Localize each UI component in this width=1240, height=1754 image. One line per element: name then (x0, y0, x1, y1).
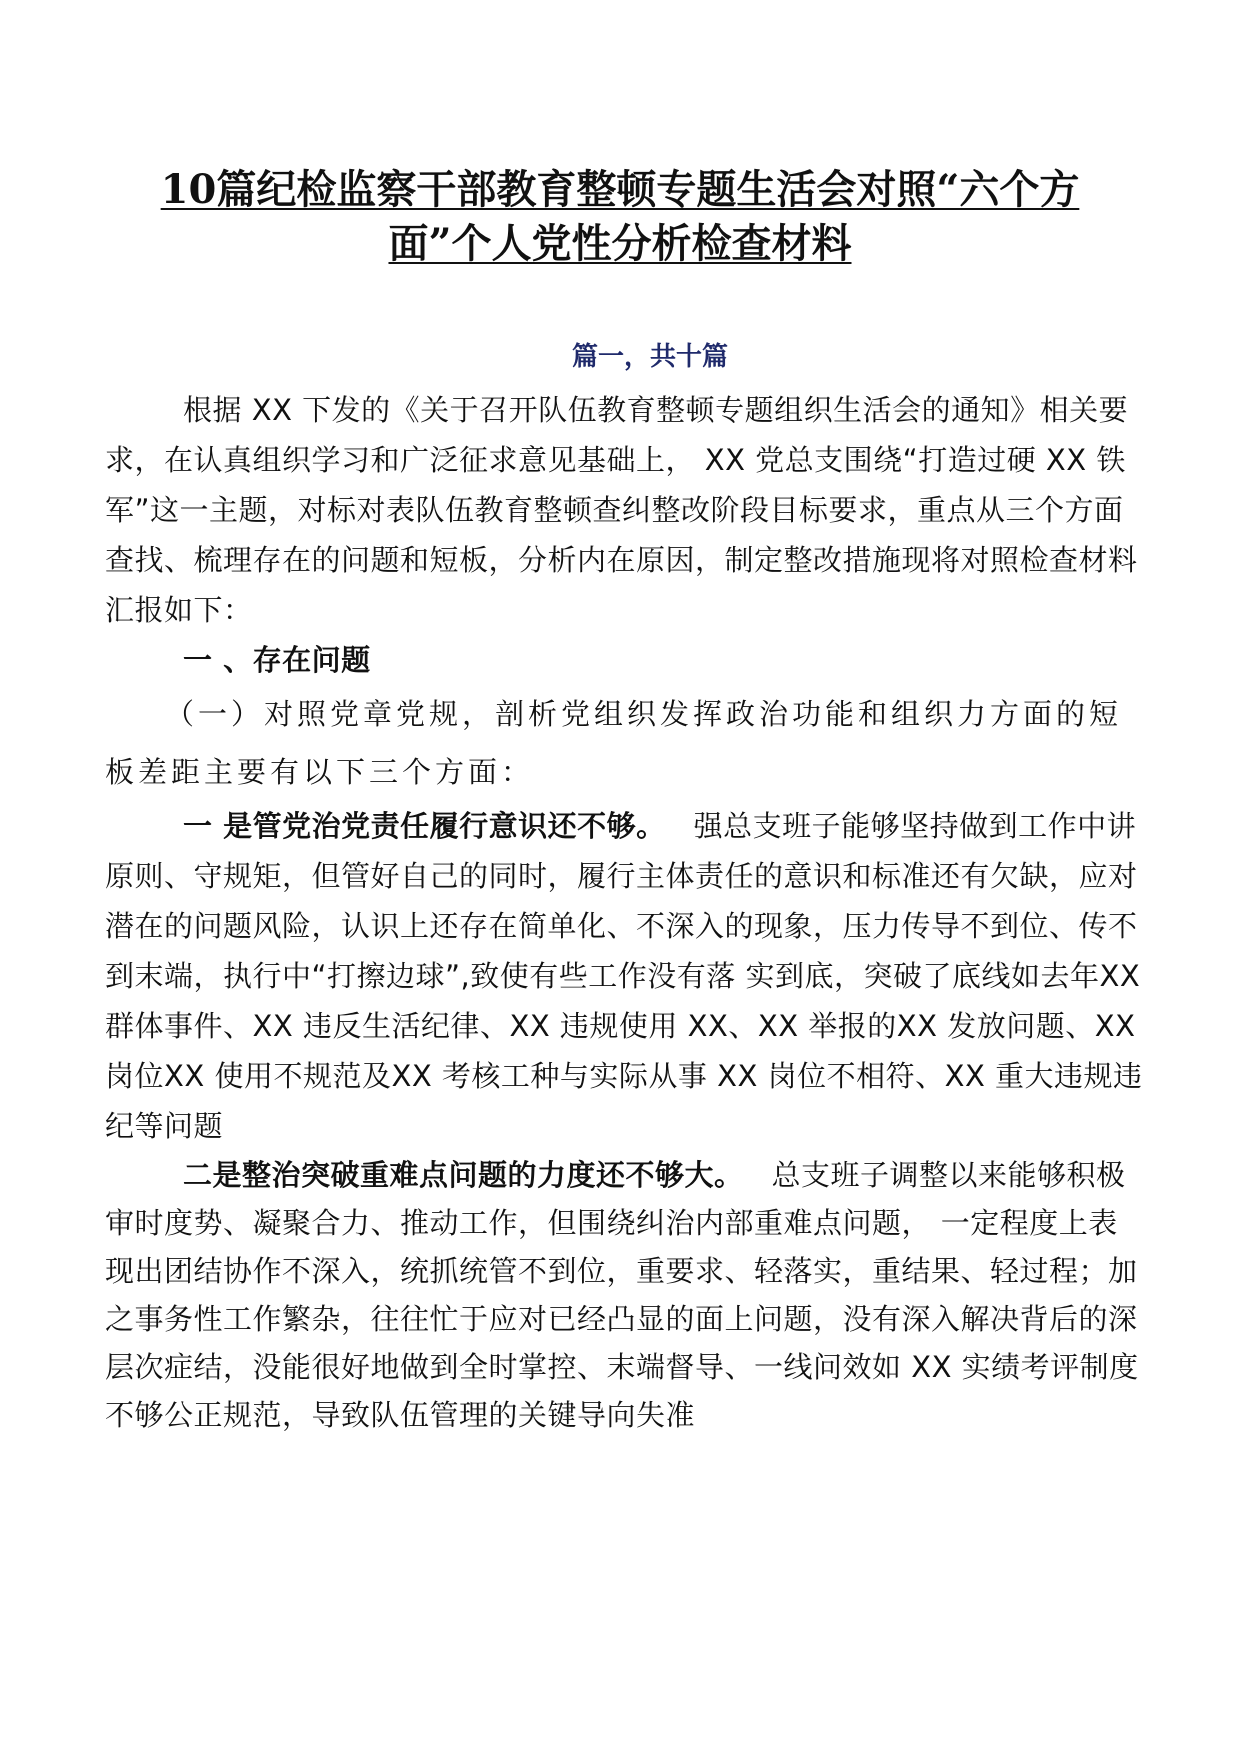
document-title-line-1: 10篇纪检监察干部教育整顿专题生活会对照“六个方 (160, 166, 1080, 213)
document-title (60, 163, 1180, 271)
intro-paragraph: 根据 XX 下发的《关于召开队伍教育整顿专题组织生活会的通知》相关要求，在认真组织学习和广泛征求意见基础上， XX 党总支围绕“打造过硬 XX 铁军”这一主题，对标对表队伍教育整顿查纠整改阶段目标要求，重点从三个方面查找、梳理存在的问题和短板，分析内在原因，制定整改措施现将对照检查材料汇报如下： (105, 393, 1138, 627)
point-1-paragraph (105, 801, 1145, 1151)
point-2-paragraph (105, 1151, 1145, 1439)
document-title-line-2: 面”个人党性分析检查材料 (388, 220, 852, 267)
document-body (105, 385, 1145, 1439)
point-2-body: 总支班子调整以来能够积极审时度势、凝聚合力、推动工作，但围绕纠治内部重难点问题， 一定程度上表现出团结协作不深入，统抓统管不到位，重要求、轻落实，重结果、轻过程；加之事务性工作繁杂，往往忙于应对已经凸显的面上问题，没有深入解决背后的深层次症结，没能很好地做到全时掌控、末端督导、一线问效如 XX 实绩考评制度不够公正规范，导致队伍管理的关键导向失准 (105, 1158, 1139, 1432)
section-label: 篇一，共十篇 (571, 342, 728, 372)
point-1-body: 强总支班子能够坚持做到工作中讲原则、守规矩，但管好自己的同时，履行主体责任的意识和标准还有欠缺，应对潜在的问题风险，认识上还存在简单化、不深入的现象，压力传导不到位、传不到末端，执行中“打擦边球”,致使有些工作没有落 实到底，突破了底线如去年XX 群体事件、XX 违反生活纪律、XX 违规使用 XX、XX 举报的XX 发放问题、XX 岗位XX 使用不规范及XX 考核工种与实际从事 XX 岗位不相符、XX 重大违规违纪等问题 (105, 809, 1143, 1143)
point-1-title: 一 是管党治党责任履行意识还不够。 (183, 809, 666, 843)
point-2-title: 二是整治突破重难点问题的力度还不够大。 (183, 1158, 744, 1192)
subheading-paragraph: （一）对照党章党规，剖析党组织发挥政治功能和组织力方面的短板差距主要有以下三个方面： (105, 697, 1123, 789)
heading-existing-problems: 一 、存在问题 (183, 643, 371, 677)
